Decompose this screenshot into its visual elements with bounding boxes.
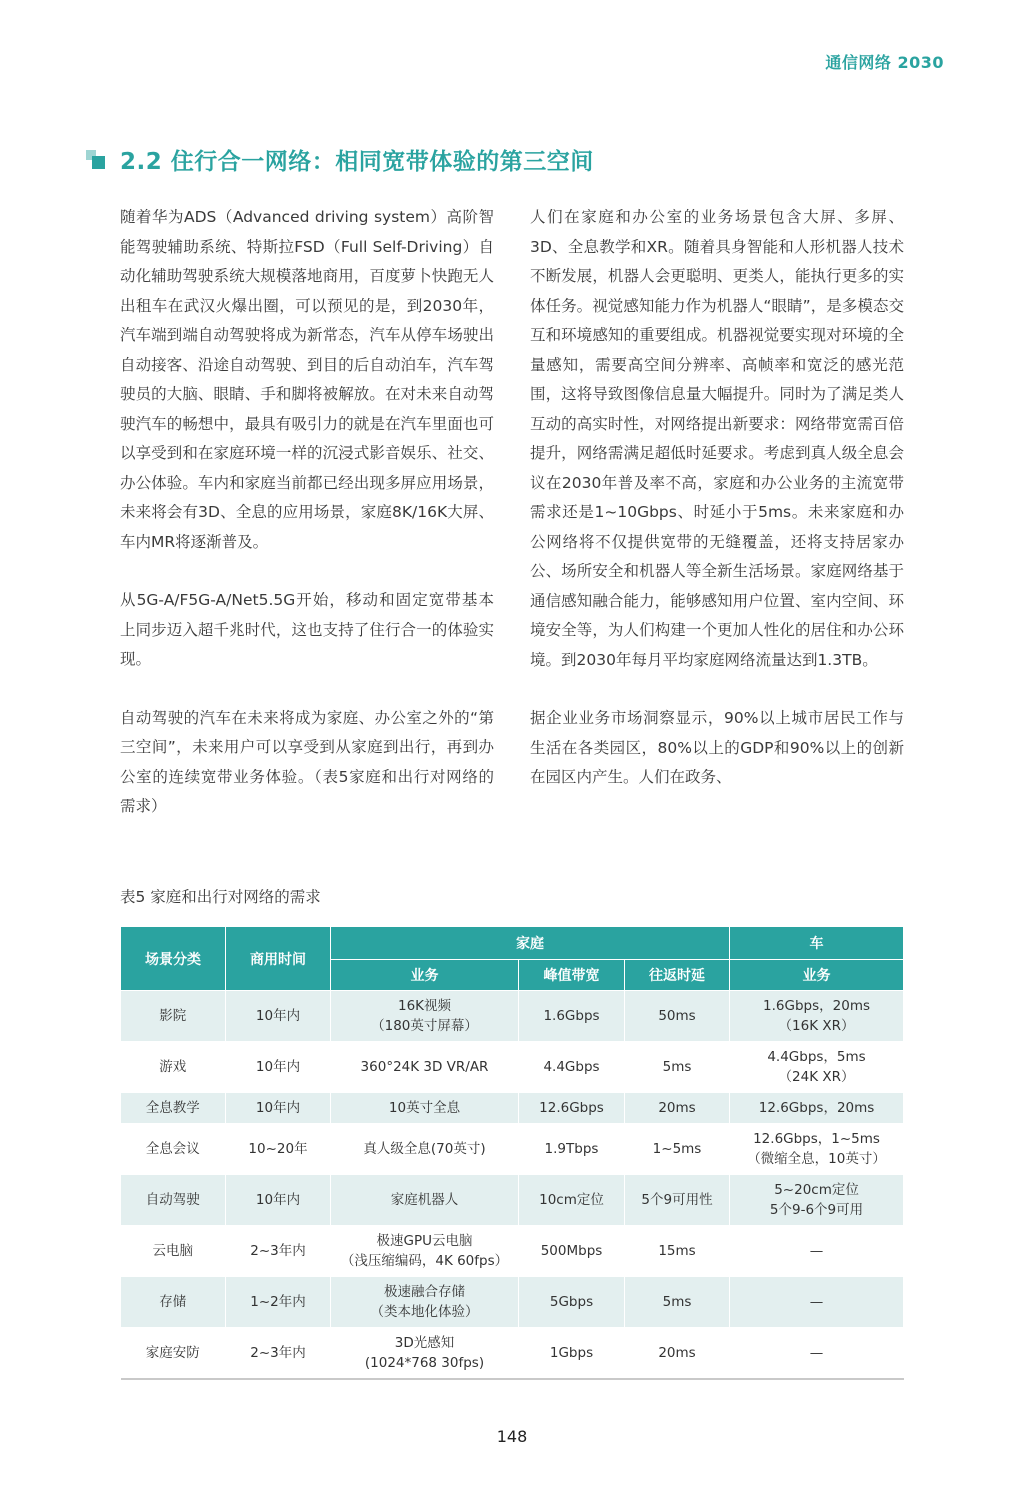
cell-service [331, 1093, 519, 1124]
cell-time: 2~3年内 [226, 1328, 331, 1379]
page-number: 148 [496, 1427, 528, 1446]
table-row [121, 1277, 904, 1328]
cell-line: — [809, 1294, 824, 1310]
cell-car [730, 991, 904, 1042]
cell-line: 真人级全息(70英寸) [363, 1141, 486, 1157]
cell-line: （16K XR） [778, 1018, 855, 1034]
cell-time: 1~2年内 [226, 1277, 331, 1328]
cell-line: — [809, 1344, 824, 1361]
table-row [121, 991, 904, 1042]
cell-scene: 全息教学 [121, 1093, 226, 1124]
header-time: 商用时间 [226, 927, 331, 991]
section-square-icon [86, 150, 106, 170]
cell-latency: 1~5ms [625, 1124, 730, 1175]
cell-line: 3D光感知 [394, 1334, 455, 1351]
cell-line: （微缩全息，10英寸） [747, 1151, 886, 1167]
cell-latency: 5个9可用性 [625, 1175, 730, 1226]
header-car: 车 [730, 927, 904, 960]
cell-time: 10~20年 [226, 1124, 331, 1175]
cell-car [730, 1277, 904, 1328]
cell-scene: 云电脑 [121, 1226, 226, 1277]
left-column [120, 203, 494, 822]
cell-time: 10年内 [226, 1093, 331, 1124]
cell-scene: 家庭安防 [121, 1328, 226, 1379]
cell-car [730, 1124, 904, 1175]
cell-bandwidth: 5Gbps [519, 1277, 625, 1328]
cell-car [730, 1328, 904, 1379]
cell-bandwidth: 1.6Gbps [519, 991, 625, 1042]
cell-bandwidth: 500Mbps [519, 1226, 625, 1277]
cell-line: 12.6Gbps，1~5ms [753, 1131, 880, 1147]
cell-line: （类本地化体验） [370, 1304, 479, 1320]
cell-bandwidth: 1Gbps [519, 1328, 625, 1379]
header-car-service: 业务 [730, 960, 904, 991]
cell-time: 2~3年内 [226, 1226, 331, 1277]
cell-scene: 自动驾驶 [121, 1175, 226, 1226]
cell-line: 极速融合存储 [384, 1284, 465, 1300]
cell-line: （24K XR） [778, 1069, 855, 1085]
cell-line: （180英寸屏幕） [371, 1018, 478, 1034]
header-scene: 场景分类 [121, 927, 226, 991]
table-row [121, 1328, 904, 1379]
cell-time: 10年内 [226, 1042, 331, 1093]
cell-service [331, 991, 519, 1042]
cell-line: 5~20cm定位 [774, 1182, 859, 1198]
cell-service [331, 1328, 519, 1379]
paragraph: 从5G-A/F5G-A/Net5.5G开始，移动和固定宽带基本上同步迈入超千兆时代，这也支持了住行合一的体验实现。 [120, 591, 494, 668]
cell-line: 1.6Gbps，20ms [763, 998, 871, 1014]
cell-line: 360°24K 3D VR/AR [360, 1059, 489, 1075]
paragraph: 人们在家庭和办公室的业务场景包含大屏、多屏、3D、全息教学和XR。随着具身智能和人形机器人技术不断发展，机器人会更聪明、更类人，能执行更多的实体任务。视觉感知能力作为机器人“眼睛”，是多模态交互和环境感知的重要组成。机器视觉要实现对环境的全量感知，需要高空间分辨率、高帧率和宽泛的感光范围，这将导致图像信息量大幅提升。同时为了满足类人互动的高实时性，对网络提出新要求：网络带宽需百倍提升，网络需满足超低时延要求。考虑到真人级全息会议在2030年普及率不高，家庭和办公业务的主流宽带需求还是1~10Gbps、时延小于5ms。未来家庭和办公网络将不仅提供宽带的无缝覆盖，还将支持居家办公、场所安全和机器人等全新生活场景。家庭网络基于通信感知融合能力，能够感知用户位置、室内空间、环境安全等，为人们构建一个更加人性化的居住和办公环境。到2030年每月平均家庭网络流量达到1.3TB。 [530, 208, 904, 669]
header-home-service: 业务 [331, 960, 519, 991]
cell-latency: 5ms [625, 1042, 730, 1093]
requirements-table [120, 926, 904, 1380]
cell-scene: 存储 [121, 1277, 226, 1328]
cell-line: 极速GPU云电脑 [376, 1233, 473, 1249]
cell-time: 10年内 [226, 1175, 331, 1226]
cell-service [331, 1226, 519, 1277]
cell-service [331, 1124, 519, 1175]
cell-latency: 5ms [625, 1277, 730, 1328]
right-column [530, 203, 904, 793]
cell-latency: 15ms [625, 1226, 730, 1277]
cell-bandwidth: 12.6Gbps [519, 1093, 625, 1124]
cell-bandwidth: 4.4Gbps [519, 1042, 625, 1093]
cell-line: （浅压缩编码，4K 60fps） [340, 1253, 509, 1269]
table-row [121, 1175, 904, 1226]
table-row [121, 1093, 904, 1124]
cell-car [730, 1042, 904, 1093]
cell-time: 10年内 [226, 991, 331, 1042]
cell-line: 4.4Gbps，5ms [767, 1049, 866, 1065]
table-row [121, 1226, 904, 1277]
section-title: 2.2 住行合一网络：相同宽带体验的第三空间 [120, 149, 594, 175]
header-title: 通信网络 2030 [825, 53, 944, 72]
table-caption: 表5 家庭和出行对网络的需求 [120, 888, 321, 906]
cell-latency: 20ms [625, 1328, 730, 1379]
cell-line: 10英寸全息 [388, 1100, 461, 1116]
cell-car [730, 1093, 904, 1124]
cell-line: (1024*768 30fps) [364, 1354, 485, 1371]
cell-service [331, 1175, 519, 1226]
header-round-trip-latency: 往返时延 [625, 960, 730, 991]
cell-line: 5个9-6个9可用 [769, 1202, 864, 1218]
table-row [121, 1042, 904, 1093]
cell-scene: 影院 [121, 991, 226, 1042]
paragraph: 随着华为ADS（Advanced driving system）高阶智能驾驶辅助系统、特斯拉FSD（Full Self-Driving）自动化辅助驾驶系统大规模落地商用，百度萝卜快跑无人出租车在武汉火爆出圈，可以预见的是，到2030年，汽车端到端自动驾驶将成为新常态，汽车从停车场驶出自动接客、沿途自动驾驶、到目的后自动泊车，汽车驾驶员的大脑、眼睛、手和脚将被解放。在对未来自动驾驶汽车的畅想中，最具有吸引力的就是在汽车里面也可以享受到和在家庭环境一样的沉浸式影音娱乐、社交、办公体验。车内和家庭当前都已经出现多屏应用场景，未来将会有3D、全息的应用场景，家庭8K/16K大屏、车内MR将逐渐普及。 [120, 208, 494, 551]
cell-bandwidth: 10cm定位 [519, 1175, 625, 1226]
cell-latency: 50ms [625, 991, 730, 1042]
paragraph: 据企业业务市场洞察显示，90%以上城市居民工作与生活在各类园区，80%以上的GDP和90%以上的创新在园区内产生。人们在政务、 [530, 709, 904, 786]
cell-line: 家庭机器人 [390, 1192, 459, 1208]
cell-line: 12.6Gbps，20ms [758, 1100, 875, 1116]
cell-car [730, 1175, 904, 1226]
paragraph: 自动驾驶的汽车在未来将成为家庭、办公室之外的“第三空间”，未来用户可以享受到从家庭到出行，再到办公室的连续宽带业务体验。（表5家庭和出行对网络的需求） [120, 708, 494, 815]
cell-service [331, 1042, 519, 1093]
cell-car [730, 1226, 904, 1277]
cell-scene: 游戏 [121, 1042, 226, 1093]
cell-service [331, 1277, 519, 1328]
cell-latency: 20ms [625, 1093, 730, 1124]
header-peak-bandwidth: 峰值带宽 [519, 960, 625, 991]
section-heading [86, 143, 594, 176]
header-home: 家庭 [331, 927, 730, 960]
table-row [121, 1124, 904, 1175]
cell-line: — [809, 1243, 824, 1259]
cell-scene: 全息会议 [121, 1124, 226, 1175]
cell-line: 16K视频 [397, 998, 452, 1014]
cell-bandwidth: 1.9Tbps [519, 1124, 625, 1175]
